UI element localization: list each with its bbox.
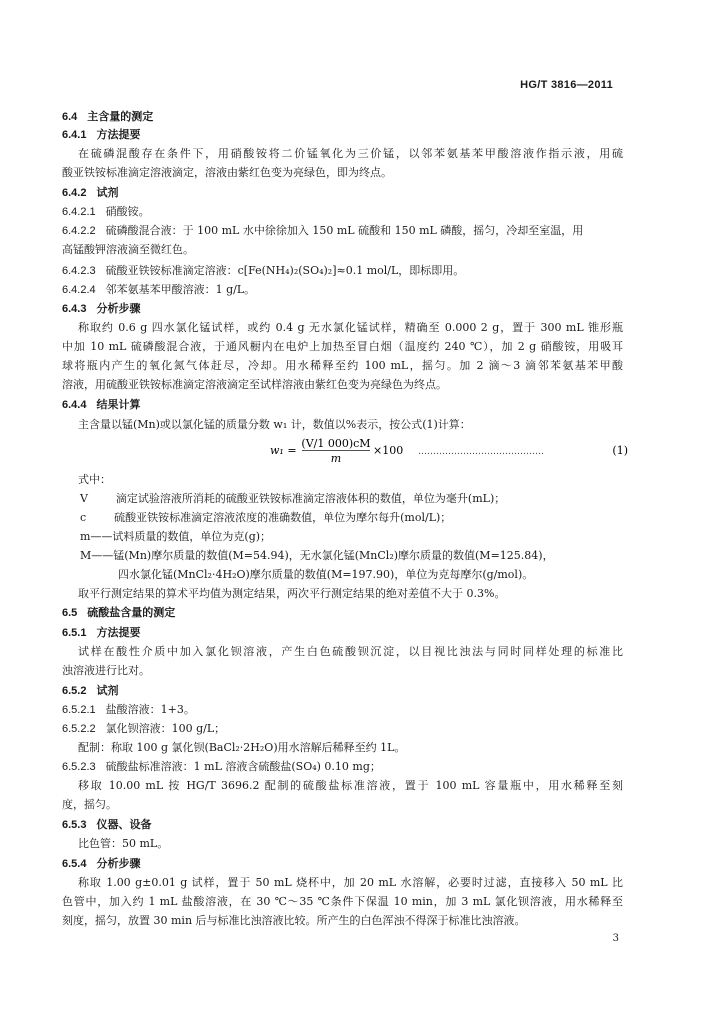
clause-number: 6.5.2.2 — [62, 723, 96, 735]
paragraph-line: 试样在酸性介质中加入氯化钡溶液，产生白色硫酸钡沉淀，以目视比浊法与同时同样处理的标准比 — [78, 645, 623, 658]
paragraph-line: 主含量以锰(Mn)或以氯化锰的质量分数 w₁ 计，数值以%表示，按公式(1)计算： — [78, 418, 471, 431]
clause-number: 6.4.2.3 — [62, 265, 96, 277]
section-heading-6-4-2 — [62, 186, 623, 200]
section-number: 6.4.1 — [62, 129, 87, 141]
section-heading-6-5 — [62, 606, 623, 620]
paragraph-line: 刻度，摇匀，放置 30 min 后与标准比浊溶液比较。所产生的白色浑浊不得深于标准比浊溶液。 — [62, 914, 526, 927]
formula-label: (1) — [612, 444, 628, 457]
clause-6-5-2-1 — [62, 703, 623, 717]
clause-text: 硫酸亚铁铵标准滴定溶液：c[Fe(NH₄)₂(SO₄)₂]≈0.1 mol/L，即标即用。 — [105, 264, 465, 277]
paragraph-line: 溶液，用硫酸亚铁铵标准滴定溶液滴定至试样溶液由紫红色变为亮绿色为终点。 — [62, 378, 447, 391]
paragraph-line: 中加 10 mL 硫磷酸混合液，于通风橱内在电炉上加热至冒白烟（温度约 240 ℃），加 2 g 硝酸铵，用吸耳 — [62, 340, 623, 353]
clause-number: 6.4.2.4 — [62, 284, 96, 296]
section-title: 试剂 — [96, 187, 119, 199]
clause-text: 氯化钡溶液：100 g/L； — [105, 722, 226, 735]
section-title: 方法提要 — [96, 129, 141, 141]
formula-denominator: m — [330, 452, 342, 465]
section-heading-6-5-4 — [62, 857, 623, 871]
section-number: 6.5.2 — [62, 685, 87, 697]
section-number: 6.5.4 — [62, 858, 87, 870]
section-title: 方法提要 — [96, 627, 141, 639]
paragraph-line: 浊溶液进行比对。 — [62, 664, 150, 677]
page-number: 3 — [612, 933, 619, 944]
variable-definition: c 硫酸亚铁铵标准滴定溶液浓度的准确数值，单位为摩尔每升(mol/L)； — [80, 511, 452, 524]
paragraph-line: 取平行测定结果的算术平均值为测定结果，两次平行测定结果的绝对差值不大于 0.3%。 — [78, 587, 506, 600]
variable-definition: m——试料质量的数值，单位为克(g)； — [80, 530, 272, 543]
section-number: 6.5.3 — [62, 819, 87, 831]
section-heading-6-4-3 — [62, 302, 623, 316]
paragraph-line: 高锰酸钾溶液滴至微红色。 — [62, 243, 194, 256]
paragraph-line: 式中： — [78, 473, 111, 486]
paragraph-line: 称取约 0.6 g 四水氯化锰试样，或约 0.4 g 无水氯化锰试样，精确至 0.000 2 g，置于 300 mL 锥形瓶 — [78, 321, 623, 334]
clause-6-4-2-2 — [62, 224, 623, 238]
clause-text: 硝酸铵。 — [105, 205, 150, 218]
section-title: 分析步骤 — [96, 858, 141, 870]
section-title: 主含量的测定 — [87, 111, 154, 123]
section-heading-6-4-4 — [62, 398, 623, 412]
formula-numerator: (V/1 000)cM — [301, 437, 371, 450]
standard-code: HG/T 3816—2011 — [520, 79, 613, 91]
section-number: 6.4.3 — [62, 303, 87, 315]
clause-6-5-2-3 — [62, 760, 623, 774]
section-title: 分析步骤 — [96, 303, 141, 315]
paragraph-line: 色管中，加入约 1 mL 盐酸溶液，在 30 ℃～35 ℃条件下保温 10 min，加 3 mL 氯化钡溶液，用水稀释至 — [62, 895, 623, 908]
clause-text: 硫酸盐标准溶液：1 mL 溶液含硫酸盐(SO₄) 0.10 mg； — [105, 760, 381, 773]
variable-definition: M——锰(Mn)摩尔质量的数值(M=54.94)，无水氯化锰(MnCl₂)摩尔质量的数值(M=125.84)， — [80, 549, 554, 562]
section-title: 硫酸盐含量的测定 — [87, 607, 176, 619]
clause-6-4-2-3 — [62, 264, 623, 278]
section-title: 结果计算 — [96, 399, 141, 411]
clause-number: 6.4.2.2 — [62, 225, 96, 237]
section-number: 6.5.1 — [62, 627, 87, 639]
clause-text: 盐酸溶液：1+3。 — [105, 703, 195, 716]
section-number: 6.4.4 — [62, 399, 87, 411]
formula-1 — [270, 436, 630, 466]
paragraph-line: 度，摇匀。 — [62, 798, 117, 811]
paragraph-line: 比色管：50 mL。 — [78, 837, 169, 850]
paragraph-line: 称取 1.00 g±0.01 g 试样，置于 50 mL 烧杯中，加 20 mL 水溶解，必要时过滤，直接移入 50 mL 比 — [78, 876, 623, 889]
variable-definition: 四水氯化锰(MnCl₂·4H₂O)摩尔质量的数值(M=197.90)，单位为克每摩尔(g/mol)。 — [118, 568, 534, 581]
paragraph-line: 球将瓶内产生的氧化氮气体赶尽，冷却。用水稀释至约 100 mL，摇匀。加 2 滴～3 滴邻苯氨基苯甲酸 — [62, 359, 623, 372]
paragraph-line: 酸亚铁铵标准滴定溶液滴定，溶液由紫红色变为亮绿色，即为终点。 — [62, 166, 392, 179]
variable-definition: V 滴定试验溶液所消耗的硫酸亚铁铵标准滴定溶液体积的数值，单位为毫升(mL)； — [80, 492, 506, 505]
clause-6-4-2-1 — [62, 205, 623, 219]
section-number: 6.4.2 — [62, 187, 87, 199]
section-heading-6-5-1 — [62, 626, 623, 640]
section-heading-6-5-2 — [62, 684, 623, 698]
section-number: 6.5 — [62, 607, 78, 619]
clause-number: 6.5.2.1 — [62, 704, 96, 716]
paragraph-line: 移取 10.00 mL 按 HG/T 3696.2 配制的硫酸盐标准溶液，置于 100 mL 容量瓶中，用水稀释至刻 — [78, 779, 623, 792]
formula-times: ×100 — [373, 444, 404, 457]
section-title: 仪器、设备 — [96, 819, 152, 831]
clause-number: 6.5.2.3 — [62, 761, 96, 773]
clause-6-4-2-4 — [62, 283, 623, 297]
formula-lhs: w₁ = — [270, 444, 297, 457]
section-title: 试剂 — [96, 685, 119, 697]
section-heading-6-4-1 — [62, 128, 623, 142]
clause-text: 硫磷酸混合液：于 100 mL 水中徐徐加入 150 mL 硫酸和 150 mL 磷酸，摇匀，冷却至室温，用 — [105, 224, 584, 237]
formula-leader: …………………………………… — [418, 447, 544, 457]
clause-text: 邻苯氨基苯甲酸溶液：1 g/L。 — [105, 283, 256, 296]
clause-6-5-2-2 — [62, 722, 623, 736]
section-number: 6.4 — [62, 111, 78, 123]
clause-number: 6.4.2.1 — [62, 206, 96, 218]
section-heading-6-5-3 — [62, 818, 623, 832]
section-heading-6-4 — [62, 110, 623, 124]
paragraph-line: 在硫磷混酸存在条件下，用硝酸铵将二价锰氧化为三价锰，以邻苯氨基苯甲酸溶液作指示液，用硫 — [78, 147, 623, 160]
paragraph-line: 配制：称取 100 g 氯化钡(BaCl₂·2H₂O)用水溶解后稀释至约 1L。 — [78, 741, 406, 754]
